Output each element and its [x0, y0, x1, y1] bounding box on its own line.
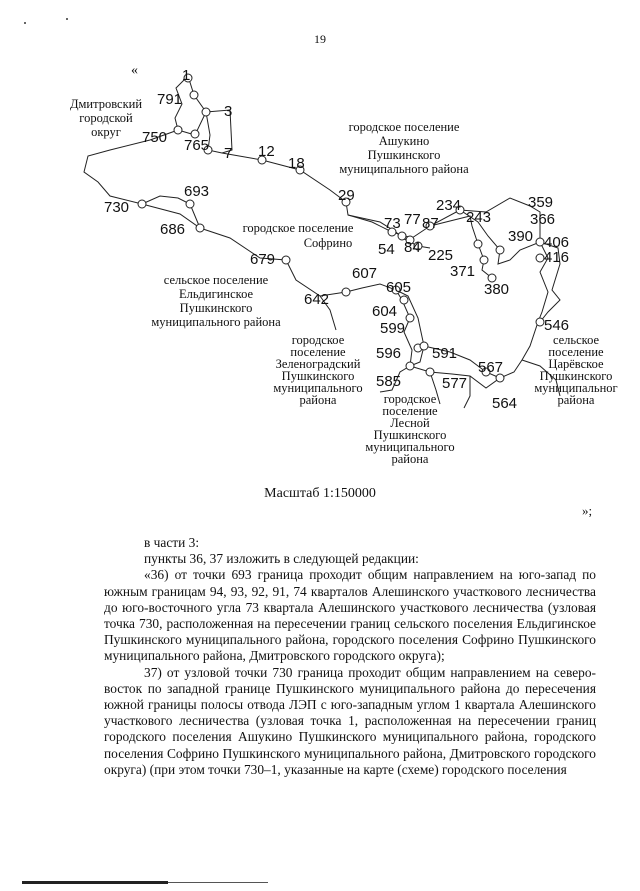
opening-quote: «: [131, 63, 138, 78]
svg-text:87: 87: [422, 215, 439, 232]
svg-text:муниципального района: муниципального района: [339, 162, 469, 176]
svg-text:сельское: сельское: [552, 333, 600, 347]
svg-text:765: 765: [184, 137, 210, 154]
svg-text:Ельдигинское: Ельдигинское: [178, 287, 254, 301]
svg-text:750: 750: [142, 129, 168, 146]
svg-text:Пушкинского: Пушкинского: [179, 301, 253, 315]
svg-text:564: 564: [492, 395, 518, 412]
svg-text:416: 416: [544, 249, 570, 266]
area-label-eldiginskoe: [151, 273, 281, 329]
svg-text:муниципального: муниципального: [273, 381, 363, 395]
svg-text:642: 642: [304, 291, 330, 308]
svg-text:84: 84: [404, 239, 421, 256]
svg-text:54: 54: [378, 241, 395, 258]
svg-text:577: 577: [442, 375, 468, 392]
svg-text:Дмитровский: Дмитровский: [69, 97, 143, 111]
area-label-ashukino: [339, 120, 469, 176]
svg-text:693: 693: [184, 183, 210, 200]
svg-text:Ашукино: Ашукино: [378, 134, 430, 148]
paragraph-point-37: 37) от узловой точки 730 граница проходит общим направлением на северо-восток по западной границе Пушкинского муниципального района до пересечения южной границы полосы отвода ЛЭП с юго-западным углом 1 квартала Алешинского участкового лесничества (узловая точка 1, расположенная на пересечении границ городского поселения Ашукино Пушкинского муниципального района, городского поселения Софрино Пушкинского муниципального района, Дмитровского городского округа) (при этом точки 730–1, указанные на карте (схеме) городского поселения: [104, 664, 596, 777]
svg-text:596: 596: [376, 345, 402, 362]
svg-text:7: 7: [224, 145, 233, 162]
svg-text:243: 243: [466, 209, 492, 226]
page-number: 19: [314, 32, 326, 46]
svg-text:18: 18: [288, 155, 305, 172]
svg-text:730: 730: [104, 199, 130, 216]
svg-text:567: 567: [478, 359, 504, 376]
area-label-tsarevskoe: [534, 333, 617, 407]
svg-text:Пушкинского: Пушкинского: [539, 369, 613, 383]
svg-text:городское поселение: городское поселение: [348, 120, 460, 134]
svg-text:поселение: поселение: [382, 404, 438, 418]
svg-text:599: 599: [380, 320, 406, 337]
body-text: [104, 535, 596, 778]
svg-text:605: 605: [386, 279, 412, 296]
svg-text:12: 12: [258, 143, 275, 160]
paragraph-points-36-37: пункты 36, 37 изложить в следующей редакции:: [144, 551, 419, 567]
svg-text:городское: городское: [383, 392, 437, 406]
svg-text:округ: округ: [91, 125, 121, 139]
svg-text:406: 406: [544, 234, 570, 251]
area-label-zelenogradsky: [273, 333, 362, 407]
svg-text:359: 359: [528, 194, 554, 211]
svg-text:Софрино: Софрино: [303, 236, 353, 250]
svg-text:686: 686: [160, 221, 186, 238]
svg-text:района: района: [299, 393, 337, 407]
svg-text:390: 390: [508, 228, 534, 245]
svg-text:муниципальног: муниципальног: [534, 381, 618, 395]
paragraph-point-36: «36) от точки 693 граница проходит общим направлением на юго-запад по южным границам 94, 93, 92, 91, 74 кварталов Алешинского участкового лесничества до юго-восточного угла 73 квартала Алешинского участкового лесничества (узловая точка 730, расположенная на пересечении границ сельского поселения Ельдигинское Пушкинского муниципального района, городского поселения Софрино Пушкинского муниципального района, Дмитровского городского округа);: [104, 567, 596, 664]
svg-text:поселение: поселение: [548, 345, 604, 359]
svg-text:муниципального: муниципального: [365, 440, 455, 454]
svg-text:1: 1: [182, 67, 191, 84]
svg-text:Царёвское: Царёвское: [548, 357, 604, 371]
svg-text:Пушкинского: Пушкинского: [367, 148, 441, 162]
svg-text:муниципального района: муниципального района: [151, 315, 281, 329]
svg-text:791: 791: [157, 91, 183, 108]
svg-text:77: 77: [404, 211, 421, 228]
svg-text:городской: городской: [79, 111, 133, 125]
footer-rule-thin: [168, 882, 268, 883]
svg-text:городское поселение: городское поселение: [242, 221, 354, 235]
svg-text:городское: городское: [291, 333, 345, 347]
svg-text:591: 591: [432, 345, 458, 362]
svg-text:Зеленоградский: Зеленоградский: [275, 357, 361, 371]
svg-text:Лесной: Лесной: [390, 416, 430, 430]
svg-text:604: 604: [372, 303, 398, 320]
map-scale: Масштаб 1:150000: [264, 486, 376, 501]
closing-quote: »;: [582, 503, 593, 518]
svg-text:Пушкинского: Пушкинского: [373, 428, 447, 442]
svg-text:607: 607: [352, 265, 378, 282]
svg-text:района: района: [391, 452, 429, 466]
area-label-sofrino: [243, 221, 354, 250]
svg-text:района: района: [557, 393, 595, 407]
svg-text:380: 380: [484, 281, 510, 298]
svg-text:234: 234: [436, 197, 462, 214]
svg-text:3: 3: [224, 103, 233, 120]
footer-rule: [22, 881, 168, 884]
area-label-dmitrovsky: [70, 97, 142, 139]
svg-text:679: 679: [250, 251, 276, 268]
svg-text:371: 371: [450, 263, 476, 280]
svg-text:Пушкинского: Пушкинского: [281, 369, 355, 383]
area-label-lesnoy: [365, 392, 454, 466]
svg-text:29: 29: [338, 187, 355, 204]
svg-text:585: 585: [376, 373, 402, 390]
svg-text:поселение: поселение: [290, 345, 346, 359]
svg-text:225: 225: [428, 247, 454, 264]
paragraph-part-3: в части 3:: [144, 535, 200, 550]
svg-text:366: 366: [530, 211, 556, 228]
svg-text:73: 73: [384, 215, 401, 232]
svg-text:сельское поселение: сельское поселение: [163, 273, 269, 287]
svg-text:546: 546: [544, 317, 570, 334]
